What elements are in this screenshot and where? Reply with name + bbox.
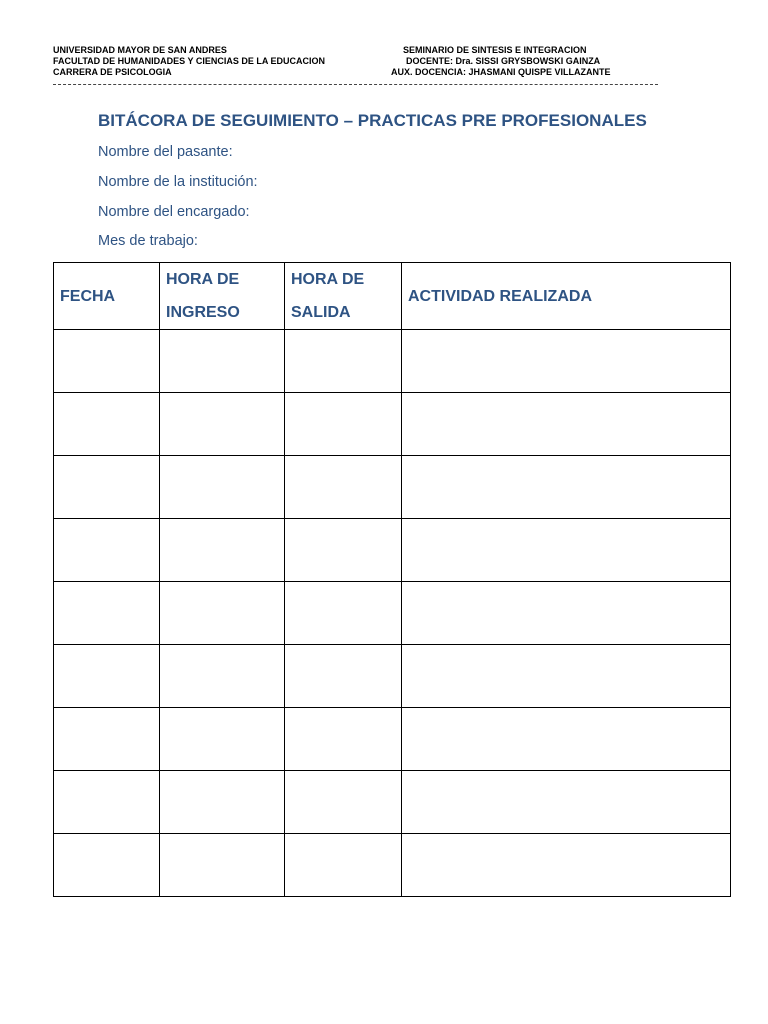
university-name: UNIVERSIDAD MAYOR DE SAN ANDRES [53,45,227,55]
cell-activity[interactable] [402,330,731,393]
cell-activity[interactable] [402,456,731,519]
cell-entry-time[interactable] [160,393,285,456]
field-supervisor-name: Nombre del encargado: [98,204,250,220]
column-header-entry-time: HORA DE INGRESO [160,263,285,330]
cell-date[interactable] [54,519,160,582]
seminar-name: SEMINARIO DE SINTESIS E INTEGRACION [403,45,587,55]
cell-exit-time[interactable] [285,645,402,708]
table-row [54,519,731,582]
cell-entry-time[interactable] [160,708,285,771]
cell-entry-time[interactable] [160,519,285,582]
cell-exit-time[interactable] [285,834,402,897]
assistant-name: AUX. DOCENCIA: JHASMANI QUISPE VILLAZANTE [391,67,611,77]
cell-entry-time[interactable] [160,834,285,897]
cell-exit-time[interactable] [285,519,402,582]
cell-entry-time[interactable] [160,330,285,393]
cell-date[interactable] [54,708,160,771]
cell-activity[interactable] [402,582,731,645]
career-name: CARRERA DE PSICOLOGIA [53,67,172,77]
table-row [54,645,731,708]
cell-date[interactable] [54,645,160,708]
document-title: BITÁCORA DE SEGUIMIENTO – PRACTICAS PRE PROFESIONALES [98,111,647,130]
cell-exit-time[interactable] [285,393,402,456]
cell-activity[interactable] [402,645,731,708]
field-institution-name: Nombre de la institución: [98,174,258,190]
table-row [54,330,731,393]
cell-exit-time[interactable] [285,708,402,771]
field-intern-name: Nombre del pasante: [98,144,233,160]
column-header-date: FECHA [54,263,160,330]
cell-date[interactable] [54,393,160,456]
cell-exit-time[interactable] [285,582,402,645]
cell-activity[interactable] [402,393,731,456]
teacher-name: DOCENTE: Dra. SISSI GRYSBOWSKI GAINZA [406,56,601,66]
table-row [54,708,731,771]
table-row [54,771,731,834]
institution-block [53,45,398,78]
column-header-activity: ACTIVIDAD REALIZADA [402,263,731,330]
cell-exit-time[interactable] [285,456,402,519]
cell-date[interactable] [54,582,160,645]
cell-date[interactable] [54,771,160,834]
table-row [54,834,731,897]
faculty-name: FACULTAD DE HUMANIDADES Y CIENCIAS DE LA EDUCACION [53,56,326,66]
cell-exit-time[interactable] [285,330,402,393]
cell-activity[interactable] [402,519,731,582]
cell-date[interactable] [54,456,160,519]
header-divider [53,84,658,85]
table-row [54,393,731,456]
cell-date[interactable] [54,834,160,897]
table-row [54,456,731,519]
cell-activity[interactable] [402,708,731,771]
cell-entry-time[interactable] [160,645,285,708]
cell-activity[interactable] [402,834,731,897]
cell-entry-time[interactable] [160,771,285,834]
table-row [54,582,731,645]
table-header-row [54,263,731,330]
cell-exit-time[interactable] [285,771,402,834]
course-block [391,45,663,78]
cell-activity[interactable] [402,771,731,834]
log-table [53,262,731,897]
cell-date[interactable] [54,330,160,393]
field-work-month: Mes de trabajo: [98,233,198,249]
column-header-exit-time: HORA DE SALIDA [285,263,402,330]
cell-entry-time[interactable] [160,456,285,519]
cell-entry-time[interactable] [160,582,285,645]
